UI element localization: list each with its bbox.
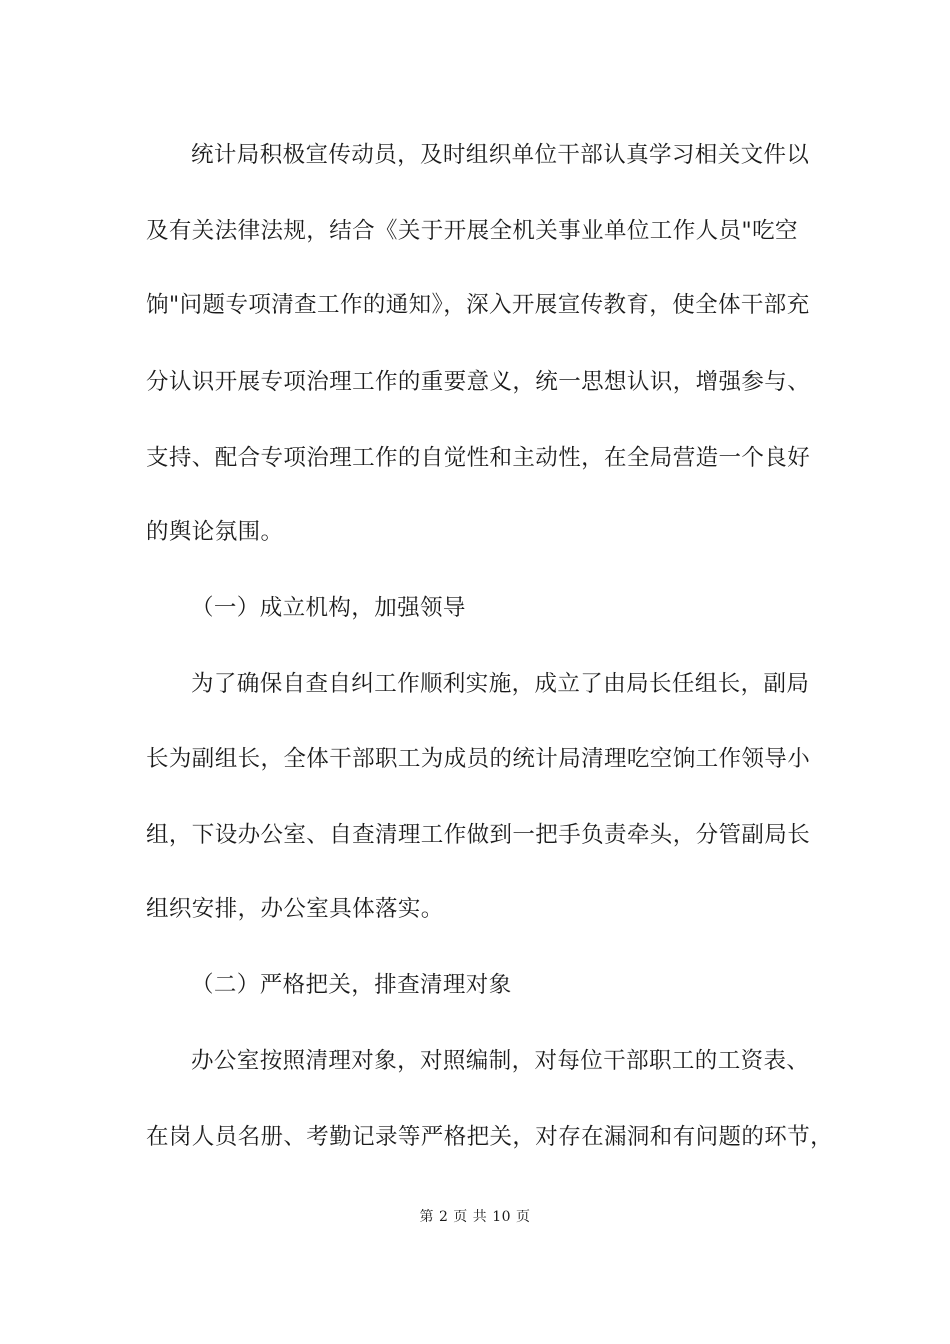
paragraph-line: 组，下设办公室、自查清理工作做到一把手负责牵头，分管副局长: [146, 822, 811, 848]
paragraph-line: 在岗人员名册、考勤记录等严格把关，对存在漏洞和有问题的环节，: [146, 1124, 834, 1150]
paragraph-line: 支持、配合专项治理工作的自觉性和主动性，在全局营造一个良好: [146, 445, 811, 471]
paragraph-line: 为了确保自查自纠工作顺利实施，成立了由局长任组长，副局: [191, 671, 810, 697]
paragraph-line: 及有关法律法规，结合《关于开展全机关事业单位工作人员"吃空: [146, 218, 798, 244]
paragraph-line: 饷"问题专项清查工作的通知》，深入开展宣传教育，使全体干部充: [146, 292, 810, 318]
page-number-label: 第 2 页 共 10 页: [419, 1209, 531, 1225]
paragraph-line: 统计局积极宣传动员，及时组织单位干部认真学习相关文件以: [191, 142, 810, 168]
paragraph-line: 办公室按照清理对象，对照编制，对每位干部职工的工资表、: [191, 1048, 810, 1074]
section-heading: （一）成立机构，加强领导: [191, 595, 466, 621]
paragraph-line: 的舆论氛围。: [146, 519, 284, 545]
section-heading: （二）严格把关，排查清理对象: [191, 972, 512, 998]
paragraph-line: 长为副组长，全体干部职工为成员的统计局清理吃空饷工作领导小: [146, 746, 811, 772]
paragraph-line: 组织安排，办公室具体落实。: [146, 896, 444, 922]
page-footer: [0, 1208, 950, 1226]
paragraph-line: 分认识开展专项治理工作的重要意义，统一思想认识，增强参与、: [146, 369, 811, 395]
